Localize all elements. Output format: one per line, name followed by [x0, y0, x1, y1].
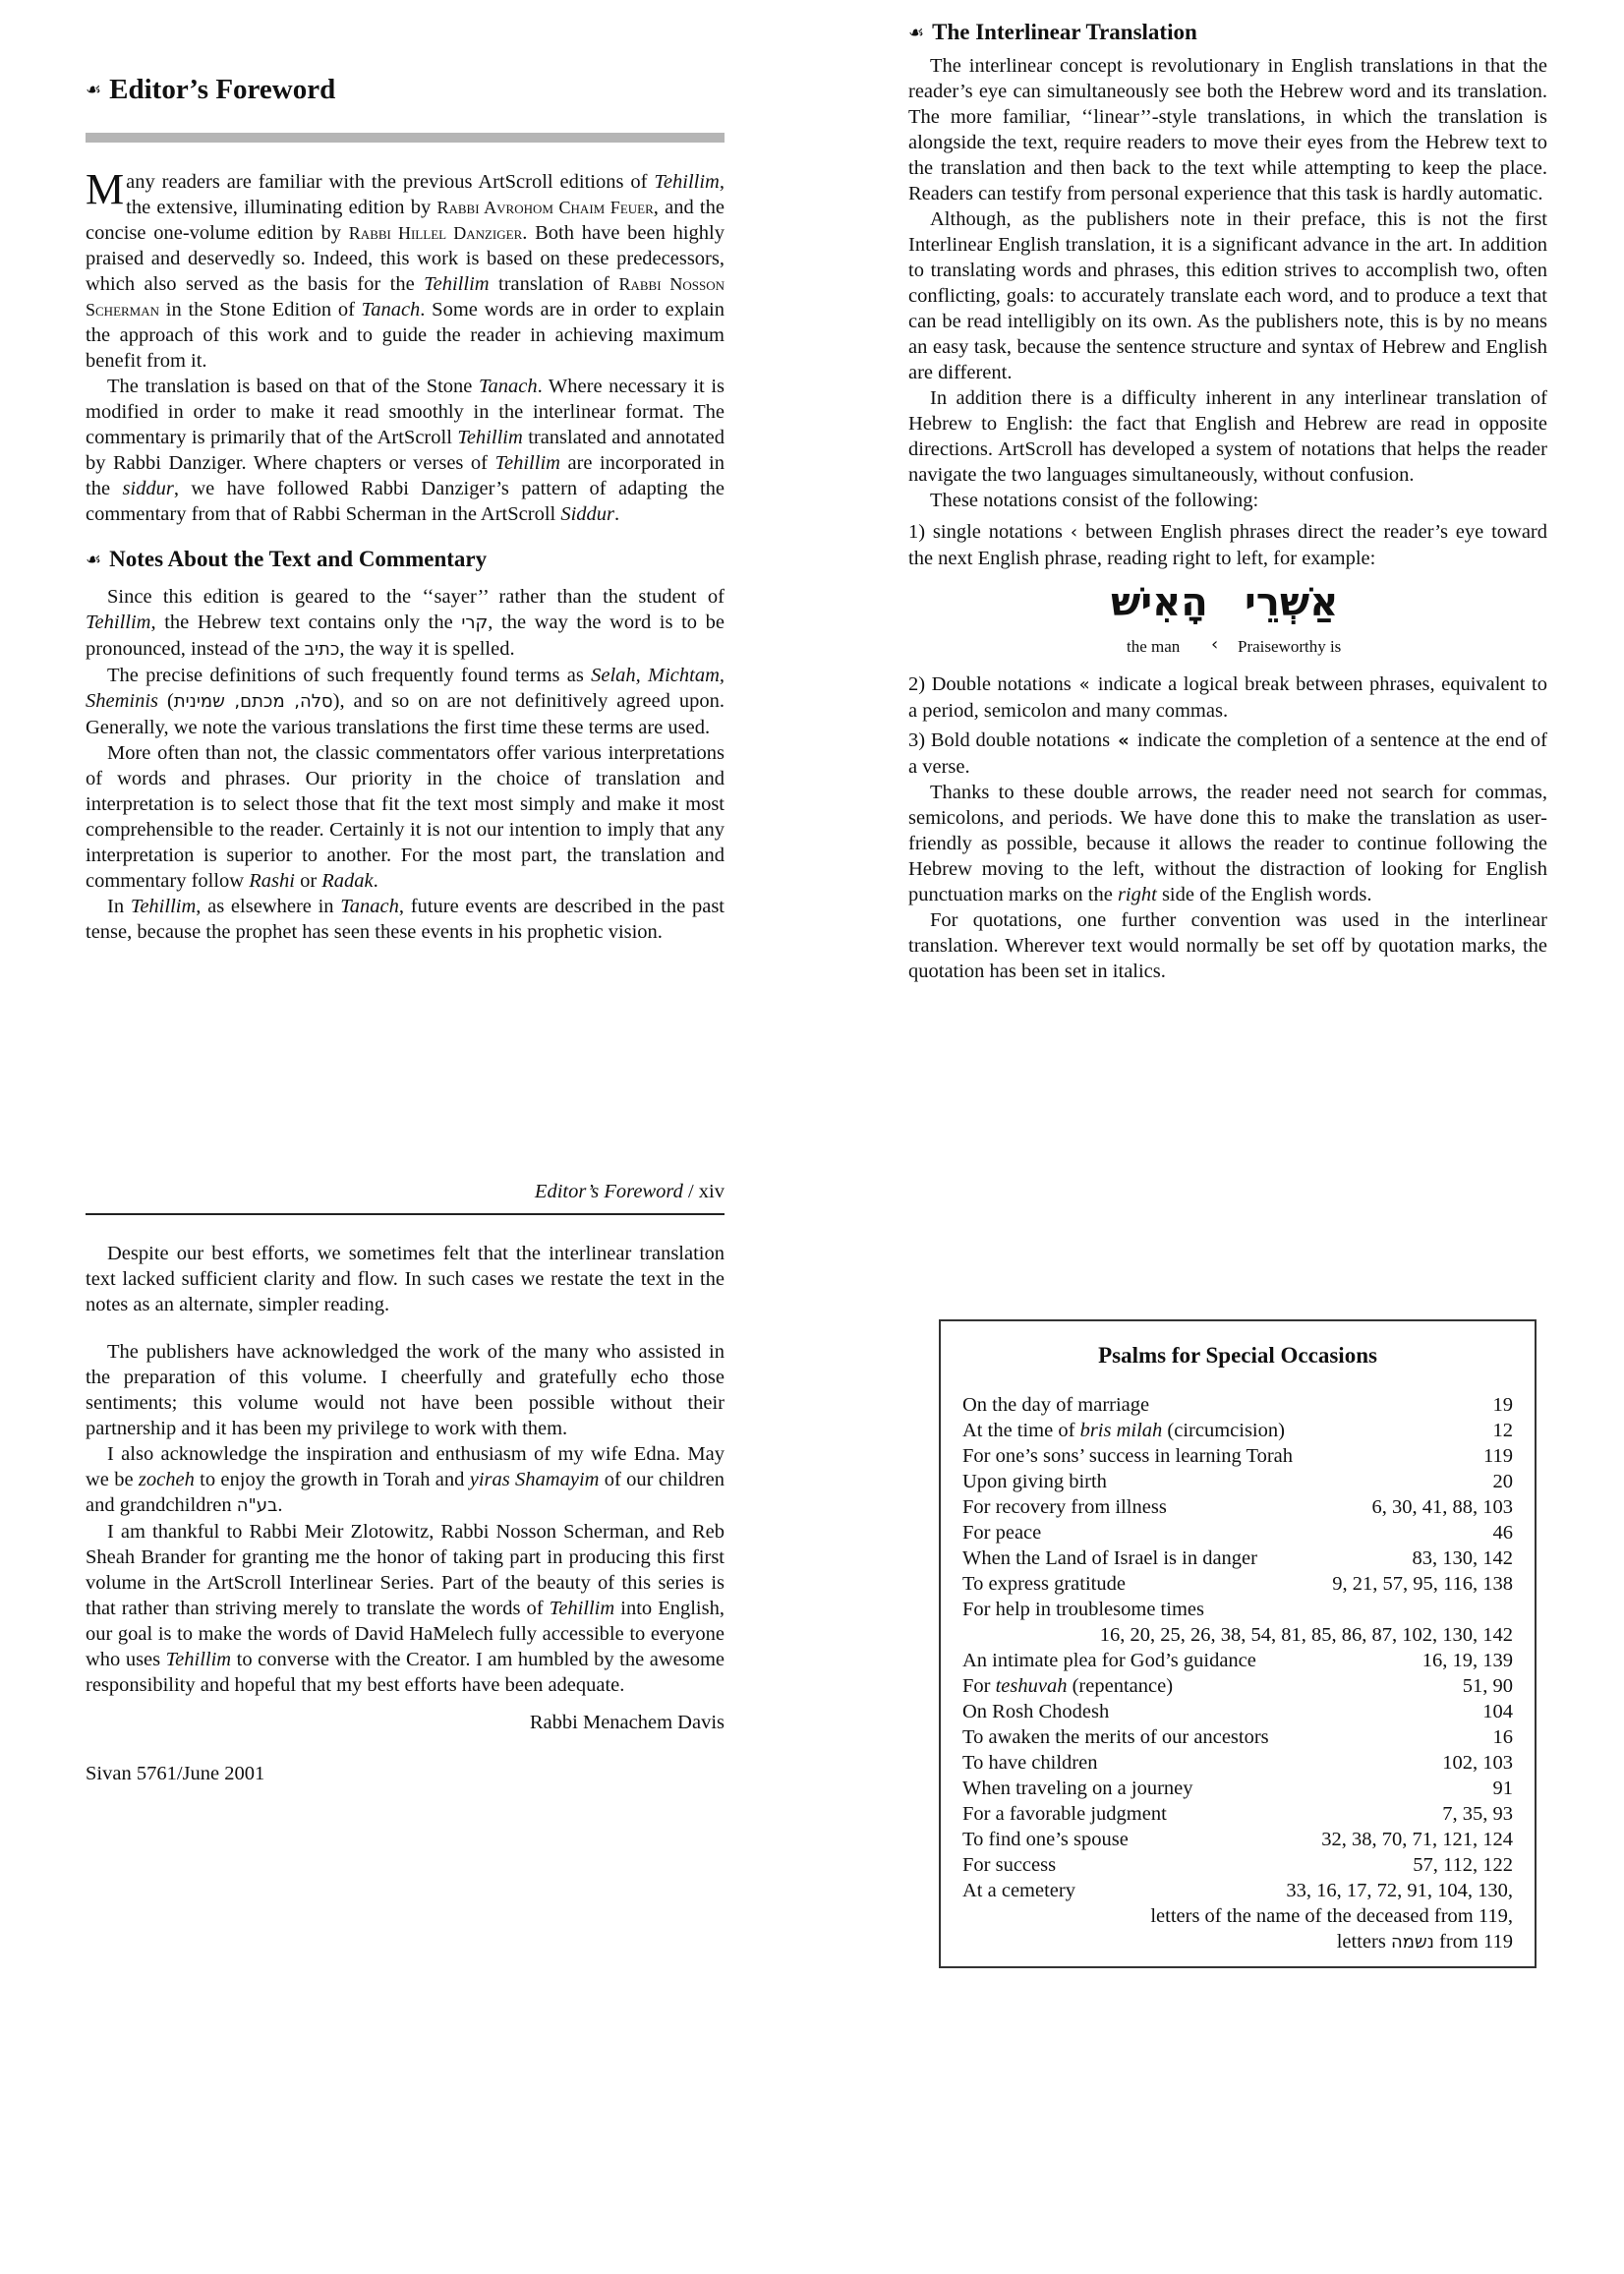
notes-paragraph-3: More often than not, the classic commentators offer various interpretations of words and phrases. Our priority in the choice of translation and interpretation is to select those that fit the text most simply and make it most comprehensible to the reader. Certainly it is not our intention to imply that any interpretation is superior to another. For the most part, the translation and commentary follow Rashi or Radak.: [86, 742, 725, 892]
interlinear-paragraph-2: Although, as the publishers note in their preface, this is not the first Interlinear English translation, it is a significant advance in the art. In addition to translating words and phrases, this edition strives to accomplish two, often conflicting, goals: to accurately translate each word, and to produce a text that can be read intelligibly on its own. As the publishers note, this is by no means an easy task, because the sentence structure and syntax of Hebrew and English are different.: [908, 208, 1547, 383]
date-line: Sivan 5761/June 2001: [86, 1763, 265, 1784]
psalm-occasion-row: [962, 1724, 1513, 1750]
notes-paragraph-4: In Tehillim, as elsewhere in Tanach, future events are described in the past tense, because the prophet has seen these events in his prophetic vision.: [86, 896, 725, 943]
notes-paragraph-2: The precise definitions of such frequently found terms as Selah, Michtam, Sheminis (סלה, מכתם, שמינית), and so on are not definitively agreed upon. Generally, we note the various translations the first time these terms are used.: [86, 665, 725, 738]
psalm-occasion-row: [962, 1750, 1513, 1776]
psalm-occasion-row: [962, 1673, 1513, 1699]
page-number: xiv: [698, 1181, 725, 1202]
interlinear-heading: [908, 20, 1547, 45]
hebrew-example: [908, 579, 1547, 666]
notes-title: Notes About the Text and Commentary: [109, 547, 488, 571]
notation-1: 1) single notations ‹ between English phrases direct the reader’s eye toward the next English phrase, reading right to left, for example:: [908, 521, 1547, 569]
closing-paragraph-3: I also acknowledge the inspiration and enthusiasm of my wife Edna. May we be zocheh to enjoy the growth in Torah and yiras Shamayim of our children and grandchildren בע"ה.: [86, 1443, 725, 1516]
hebrew-word-ashrei: אַשְׁרֵי: [1245, 580, 1339, 625]
psalm-numbers: 91: [1492, 1778, 1513, 1799]
occasion-label: For peace: [962, 1522, 1042, 1544]
interlinear-paragraph-5: Thanks to these double arrows, the reader need not search for commas, semicolons, and periods. We have done this to make the translation as user-friendly as possible, because it allows the reader to continue following the Hebrew moving to the left, without the distraction of looking for English punctuation marks on the right side of the English words.: [908, 782, 1547, 905]
translation-praiseworthy: Praiseworthy is: [1238, 637, 1342, 656]
foreword-heading: [86, 74, 725, 105]
occasion-label: For help in troublesome times: [962, 1599, 1204, 1620]
running-footer: [86, 1181, 725, 1203]
interlinear-paragraph-6: For quotations, one further convention was used in the interlinear translation. Wherever text would normally be set off by quotation marks, the quotation has been set in italics.: [908, 909, 1547, 982]
psalm-numbers: 102, 103: [1442, 1752, 1513, 1774]
psalm-occasion-row: [962, 1392, 1513, 1418]
psalm-numbers: 46: [1492, 1522, 1513, 1544]
psalm-numbers: 16: [1492, 1726, 1513, 1748]
occasion-label: For one’s sons’ success in learning Torah: [962, 1445, 1293, 1467]
psalm-numbers: 12: [1492, 1420, 1513, 1441]
psalms-box: [939, 1319, 1537, 1968]
psalm-numbers: 9, 21, 57, 95, 116, 138: [1332, 1573, 1513, 1595]
occasion-label: Upon giving birth: [962, 1471, 1107, 1492]
psalm-numbers: 20: [1492, 1471, 1513, 1492]
occasion-label: When traveling on a journey: [962, 1778, 1193, 1799]
interlinear-paragraph-4: These notations consist of the following:: [930, 490, 1259, 511]
psalm-occasion-row: [962, 1545, 1513, 1571]
occasion-label: For a favorable judgment: [962, 1803, 1167, 1825]
psalm-numbers-continued: 16, 20, 25, 26, 38, 54, 81, 85, 86, 87, 102, 130, 142: [1099, 1624, 1513, 1646]
foreword-paragraph-2: The translation is based on that of the Stone Tanach. Where necessary it is modified in order to make it read smoothly in the interlinear format. The commentary is primarily that of the ArtScroll Tehillim translated and annotated by Rabbi Danziger. Where chapters or verses of Tehillim are incorporated in the siddur, we have followed Rabbi Danziger’s pattern of adapting the commentary from that of Rabbi Scherman in the ArtScroll Siddur.: [86, 376, 725, 525]
psalm-numbers-continued: letters נשמה from 119: [1336, 1931, 1513, 1953]
interlinear-title: The Interlinear Translation: [932, 20, 1197, 44]
ornament-icon: ☙: [86, 550, 102, 569]
psalm-occasion-row: [962, 1418, 1513, 1443]
occasion-label: An intimate plea for God’s guidance: [962, 1650, 1256, 1671]
psalm-occasion-row: [962, 1776, 1513, 1801]
psalm-occasion-row: [962, 1571, 1513, 1597]
occasion-label: At the time of bris milah (circumcision): [962, 1420, 1285, 1441]
single-arrow-icon: ‹: [1070, 522, 1078, 543]
psalm-numbers: 7, 35, 93: [1442, 1803, 1513, 1825]
psalm-occasion-row: [962, 1827, 1513, 1852]
footer-rule: [86, 1213, 725, 1215]
psalm-numbers: 33, 16, 17, 72, 91, 104, 130,: [1286, 1880, 1513, 1901]
psalms-box-title: Psalms for Special Occasions: [1098, 1343, 1377, 1368]
psalm-numbers: 6, 30, 41, 88, 103: [1371, 1496, 1513, 1518]
occasion-label: At a cemetery: [962, 1880, 1075, 1901]
hebrew-word-haish: הָאִישׁ: [1111, 580, 1208, 625]
psalm-numbers: 51, 90: [1462, 1675, 1513, 1697]
interlinear-section: [908, 20, 1547, 984]
occasion-label: When the Land of Israel is in danger: [962, 1547, 1257, 1569]
occasion-label: To find one’s spouse: [962, 1829, 1129, 1850]
psalm-numbers: 19: [1492, 1394, 1513, 1416]
psalm-numbers: 32, 38, 70, 71, 121, 124: [1321, 1829, 1513, 1850]
notes-paragraph-1: Since this edition is geared to the ‘‘sayer’’ rather than the student of Tehillim, the Hebrew text contains only the קרי, the way the word is to be pronounced, instead of the כתיב, the way it is spelled.: [86, 586, 725, 660]
closing-section: [86, 1241, 725, 1786]
psalm-occasion-row: [962, 1443, 1513, 1469]
occasion-label: To awaken the merits of our ancestors: [962, 1726, 1269, 1748]
interlinear-paragraph-3: In addition there is a difficulty inherent in any interlinear translation of Hebrew to English: the fact that English and Hebrew are read in opposite directions. ArtScroll has developed a system of notations that helps the reader navigate the two languages simultaneously, without confusion.: [908, 387, 1547, 486]
occasion-label: On Rosh Chodesh: [962, 1701, 1110, 1722]
closing-paragraph-1: Despite our best efforts, we sometimes felt that the interlinear translation text lacked sufficient clarity and flow. In such cases we restate the text in the notes as an alternate, simpler reading.: [86, 1243, 725, 1315]
occasion-label: For success: [962, 1854, 1057, 1876]
bold-double-arrow-icon: «: [1118, 730, 1130, 751]
occasion-label: On the day of marriage: [962, 1394, 1150, 1416]
occasion-label: For teshuvah (repentance): [962, 1675, 1174, 1697]
double-arrow-icon: «: [1078, 674, 1090, 695]
psalm-numbers: 16, 19, 139: [1421, 1650, 1513, 1671]
psalm-occasion-row: [962, 1699, 1513, 1724]
psalm-occasion-row: [962, 1469, 1513, 1494]
psalm-numbers-continued: letters of the name of the deceased from 119,: [1150, 1905, 1513, 1927]
notation-3: 3) Bold double notations « indicate the completion of a sentence at the end of a verse.: [908, 729, 1548, 778]
psalm-numbers: 57, 112, 122: [1413, 1854, 1513, 1876]
psalm-numbers: 83, 130, 142: [1412, 1547, 1513, 1569]
psalm-occasion-row: [962, 1801, 1513, 1827]
psalm-occasion-row: [962, 1520, 1513, 1545]
occasion-label: To express gratitude: [962, 1573, 1126, 1595]
notes-heading: [86, 547, 725, 572]
psalm-occasion-row: [962, 1852, 1513, 1878]
occasion-label: To have children: [962, 1752, 1098, 1774]
foreword-section: [86, 74, 725, 945]
foreword-title: Editor’s Foreword: [109, 74, 336, 105]
psalm-occasion-row: [962, 1597, 1513, 1622]
title-rule: [86, 133, 725, 143]
notation-2: 2) Double notations « indicate a logical break between phrases, equivalent to a period, semicolon and many commas.: [908, 673, 1547, 722]
psalm-occasion-row: [962, 1648, 1513, 1673]
closing-paragraph-4: I am thankful to Rabbi Meir Zlotowitz, Rabbi Nosson Scherman, and Reb Sheah Brander for granting me the honor of taking part in producing this first volume in the ArtScroll Interlinear Series. Part of the beauty of this series is that rather than striving merely to translate the words of Tehillim into English, our goal is to make the words of David HaMelech fully accessible to everyone who uses Tehillim to converse with the Creator. I am humbled by the awesome responsibility and hopeful that my best efforts have been adequate.: [86, 1521, 725, 1696]
example-arrow-icon: ‹: [1211, 634, 1219, 655]
psalm-numbers: 104: [1482, 1701, 1513, 1722]
footer-title: Editor’s Foreword: [534, 1181, 683, 1202]
ornament-icon: ☙: [908, 23, 925, 42]
ornament-icon: ☙: [86, 80, 102, 99]
translation-the-man: the man: [1127, 637, 1181, 656]
interlinear-paragraph-1: The interlinear concept is revolutionary in English translations in that the reader’s eye can simultaneously see both the Hebrew word and its translation. The more familiar, ‘‘linear’’-style translations, in which the translation is alongside the text, require readers to move their eyes from the Hebrew text to the translation and then back to the text while attempting to keep the place. Readers can testify from personal experience that this task is hardly automatic.: [908, 55, 1547, 204]
occasion-label: For recovery from illness: [962, 1496, 1167, 1518]
footer-separator: /: [682, 1181, 699, 1202]
drop-cap: M: [86, 165, 125, 213]
psalm-occasion-row: [962, 1878, 1513, 1903]
psalm-occasion-row: [962, 1494, 1513, 1520]
psalms-list: [941, 1392, 1535, 1955]
closing-paragraph-2: The publishers have acknowledged the work of the many who assisted in the preparation of this volume. I cheerfully and gratefully echo those sentiments; this volume would not have been possible without their partnership and it has been my privilege to work with them.: [86, 1341, 725, 1439]
signature: Rabbi Menachem Davis: [529, 1712, 725, 1733]
psalm-numbers: 119: [1483, 1445, 1513, 1467]
foreword-paragraph-1: Many readers are familiar with the previous ArtScroll editions of Tehillim, the extensive, illuminating edition by Rabbi Avrohom Chaim Feuer, and the concise one-volume edition by Rabbi Hillel Danziger. Both have been highly praised and deservedly so. Indeed, this work is based on these predecessors, which also served as the basis for the Tehillim translation of Rabbi Nosson Scherman in the Stone Edition of Tanach. Some words are in order to explain the approach of this work and to guide the reader in achieving maximum benefit from it.: [86, 165, 725, 372]
